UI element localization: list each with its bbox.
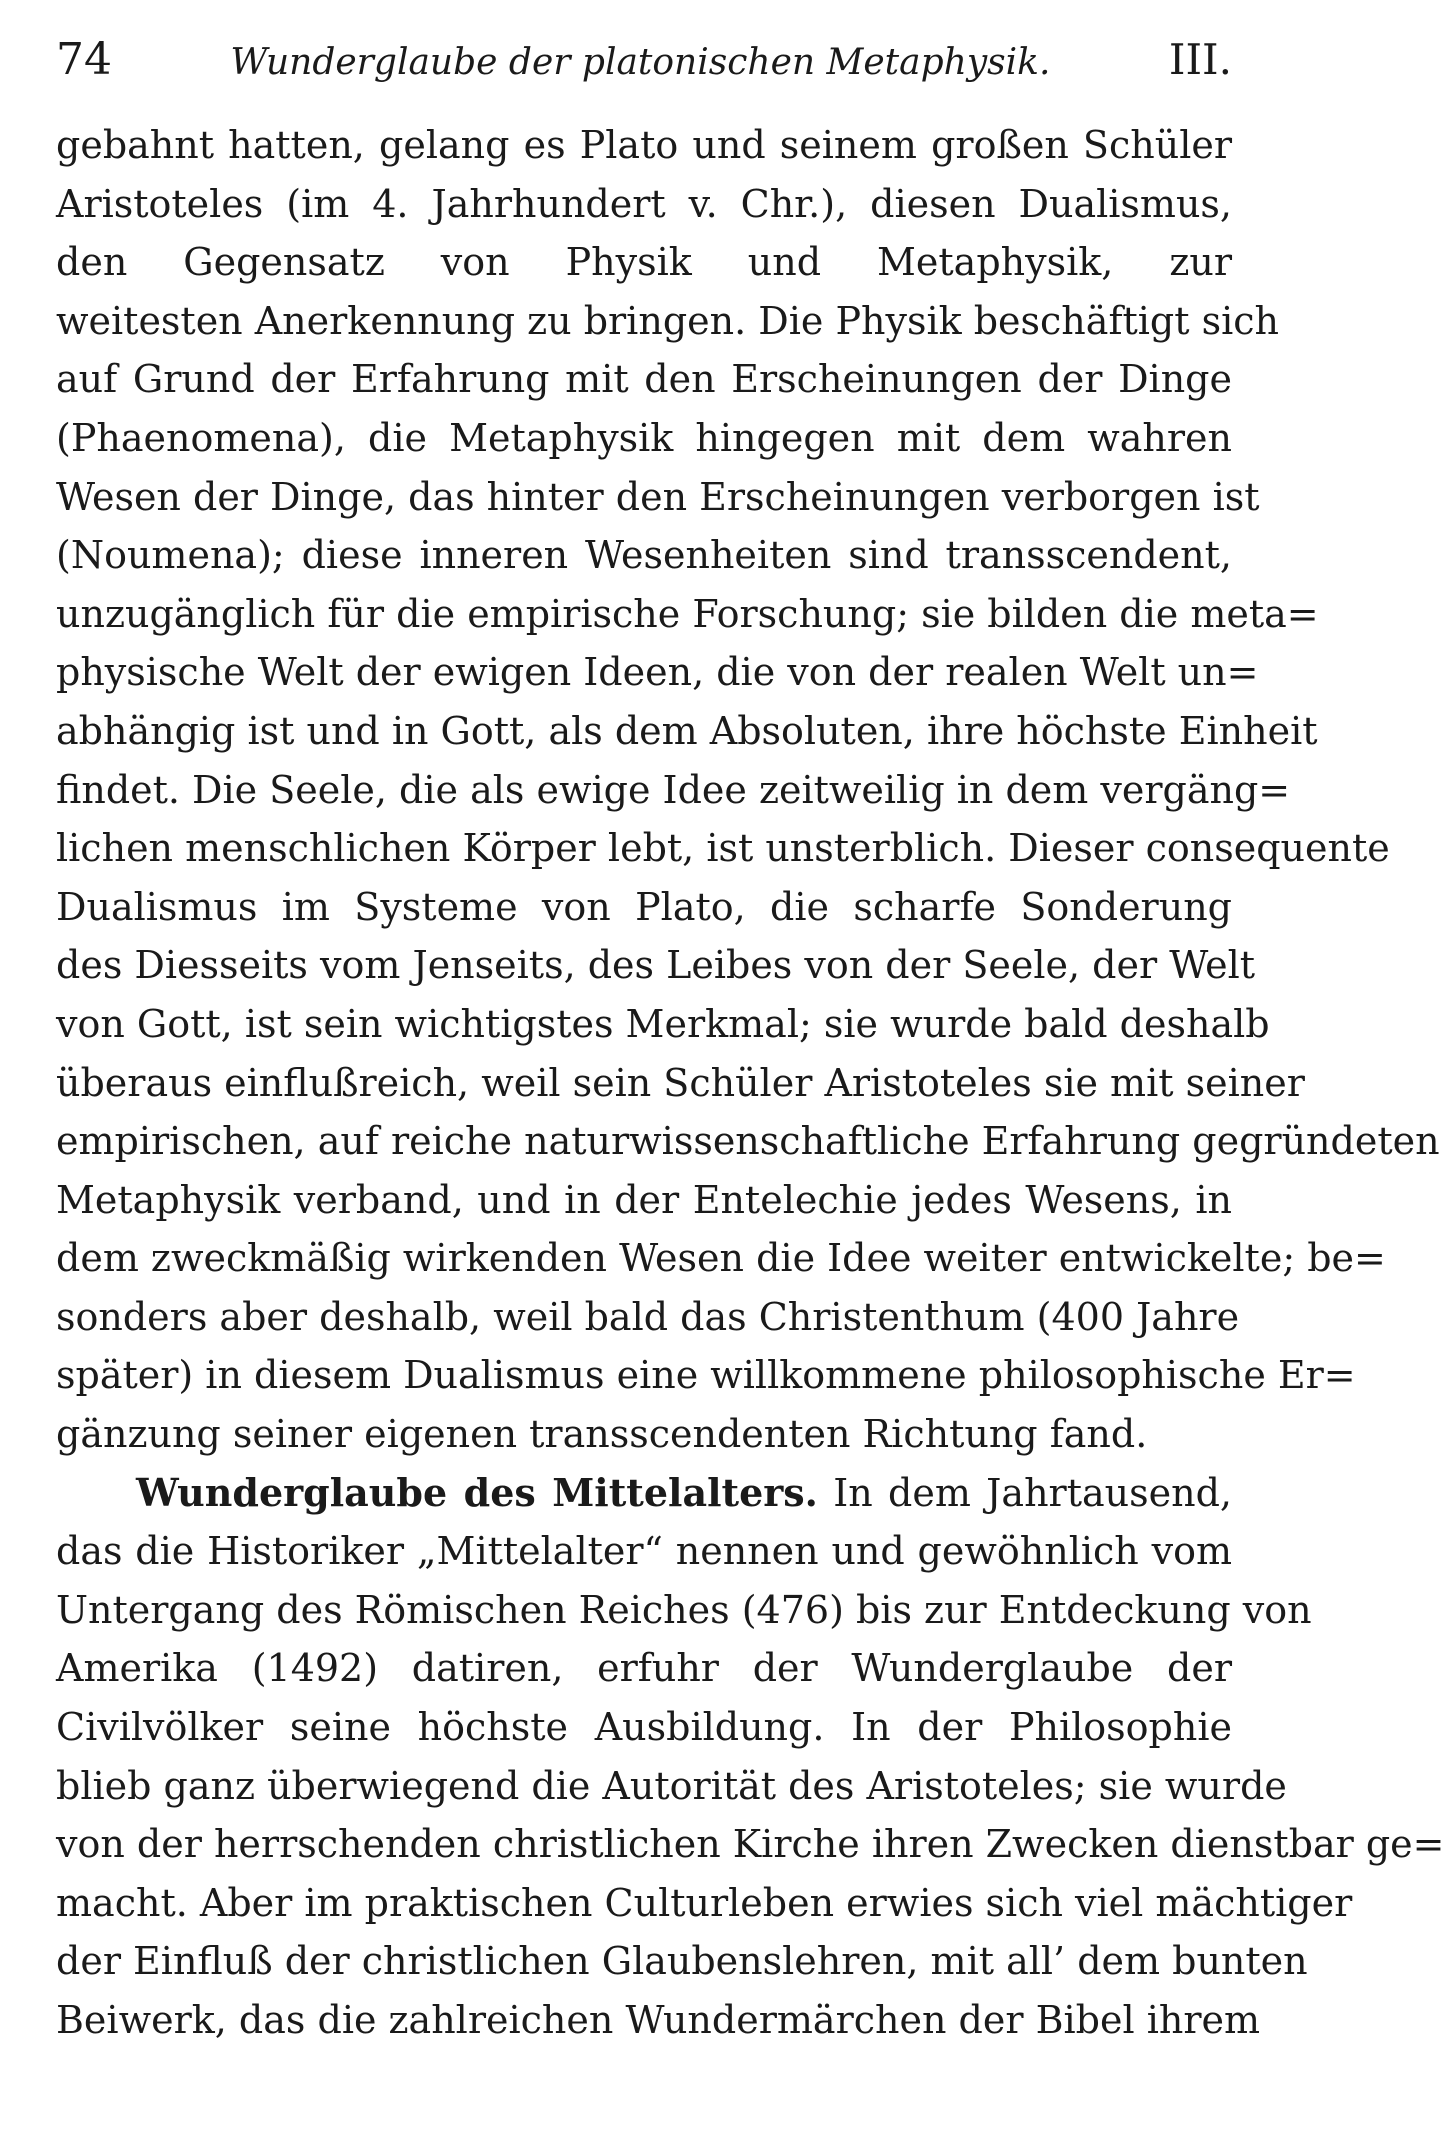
section-first-line xyxy=(56,1464,1232,1523)
text-line: blieb ganz überwiegend die Autorität des Aristoteles; sie wurde xyxy=(56,1763,1287,1808)
chapter-number: III. xyxy=(1168,35,1232,84)
page-number: 74 xyxy=(56,34,112,85)
text-line: (Noumena); diese inneren Wesenheiten sind transscendent, xyxy=(56,533,1232,578)
text-line: sonders aber deshalb, weil bald das Christenthum (400 Jahre xyxy=(56,1294,1240,1339)
text-line: lichen menschlichen Körper lebt, ist unsterblich. Dieser consequente xyxy=(56,826,1390,871)
text-line: Wesen der Dinge, das hinter den Erscheinungen verborgen ist xyxy=(56,474,1260,519)
text-line: macht. Aber im praktischen Culturleben erwies sich viel mächtiger xyxy=(56,1880,1353,1925)
text-line: überaus einflußreich, weil sein Schüler Aristoteles sie mit seiner xyxy=(56,1060,1305,1105)
text-line: Dualismus im Systeme von Plato, die scharfe Sonderung xyxy=(56,884,1232,929)
text-line: das die Historiker „Mittelalter“ nennen und gewöhnlich vom xyxy=(56,1529,1232,1574)
text-line: dem zweckmäßig wirkenden Wesen die Idee weiter entwickelte; be= xyxy=(56,1236,1386,1281)
text-line: Untergang des Römischen Reiches (476) bis zur Entdeckung von xyxy=(56,1587,1312,1632)
text-line: unzugänglich für die empirische Forschung; sie bilden die meta= xyxy=(56,591,1319,636)
text-line: empirischen, auf reiche naturwissenschaftliche Erfahrung gegründeten xyxy=(56,1119,1440,1164)
text-line: Aristoteles (im 4. Jahrhundert v. Chr.), diesen Dualismus, xyxy=(56,181,1232,226)
text-line: Metaphysik verband, und in der Entelechie jedes Wesens, in xyxy=(56,1177,1232,1222)
section-heading: Wunderglaube des Mittelalters. xyxy=(136,1469,818,1515)
body-text xyxy=(56,116,1445,2050)
running-head xyxy=(56,30,1232,90)
text-line: findet. Die Seele, die als ewige Idee zeitweilig in dem vergäng= xyxy=(56,767,1291,812)
text-line: auf Grund der Erfahrung mit den Erscheinungen der Dinge xyxy=(56,357,1232,402)
text-line: Amerika (1492) datiren, erfuhr der Wunderglaube der xyxy=(56,1646,1232,1691)
text-line: Civilvölker seine höchste Ausbildung. In der Philosophie xyxy=(56,1705,1232,1750)
text-line: von der herrschenden christlichen Kirche ihren Zwecken dienstbar ge= xyxy=(56,1822,1445,1867)
section-first-line-text: In dem Jahrtausend, xyxy=(833,1470,1232,1515)
text-line: abhängig ist und in Gott, als dem Absoluten, ihre höchste Einheit xyxy=(56,708,1318,753)
text-line: gebahnt hatten, gelang es Plato und seinem großen Schüler xyxy=(56,123,1232,167)
text-line: (Phaenomena), die Metaphysik hingegen mit dem wahren xyxy=(56,415,1232,460)
text-line: Beiwerk, das die zahlreichen Wundermärchen der Bibel ihrem xyxy=(56,1998,1261,2042)
text-line: gänzung seiner eigenen transscendenten Richtung fand. xyxy=(56,1412,1148,1457)
text-line: weitesten Anerkennung zu bringen. Die Physik beschäftigt sich xyxy=(56,298,1280,343)
running-title: Wunderglaube der platonischen Metaphysik. xyxy=(230,42,1051,83)
text-line: später) in diesem Dualismus eine willkommene philosophische Er= xyxy=(56,1353,1356,1398)
text-line: physische Welt der ewigen Ideen, die von der realen Welt un= xyxy=(56,650,1259,695)
text-line: des Diesseits vom Jenseits, des Leibes von der Seele, der Welt xyxy=(56,943,1256,988)
text-line: der Einfluß der christlichen Glaubenslehren, mit all’ dem bunten xyxy=(56,1939,1308,1984)
text-line: den Gegensatz von Physik und Metaphysik, zur xyxy=(56,240,1232,285)
text-line: von Gott, ist sein wichtigstes Merkmal; sie wurde bald deshalb xyxy=(56,1001,1270,1046)
